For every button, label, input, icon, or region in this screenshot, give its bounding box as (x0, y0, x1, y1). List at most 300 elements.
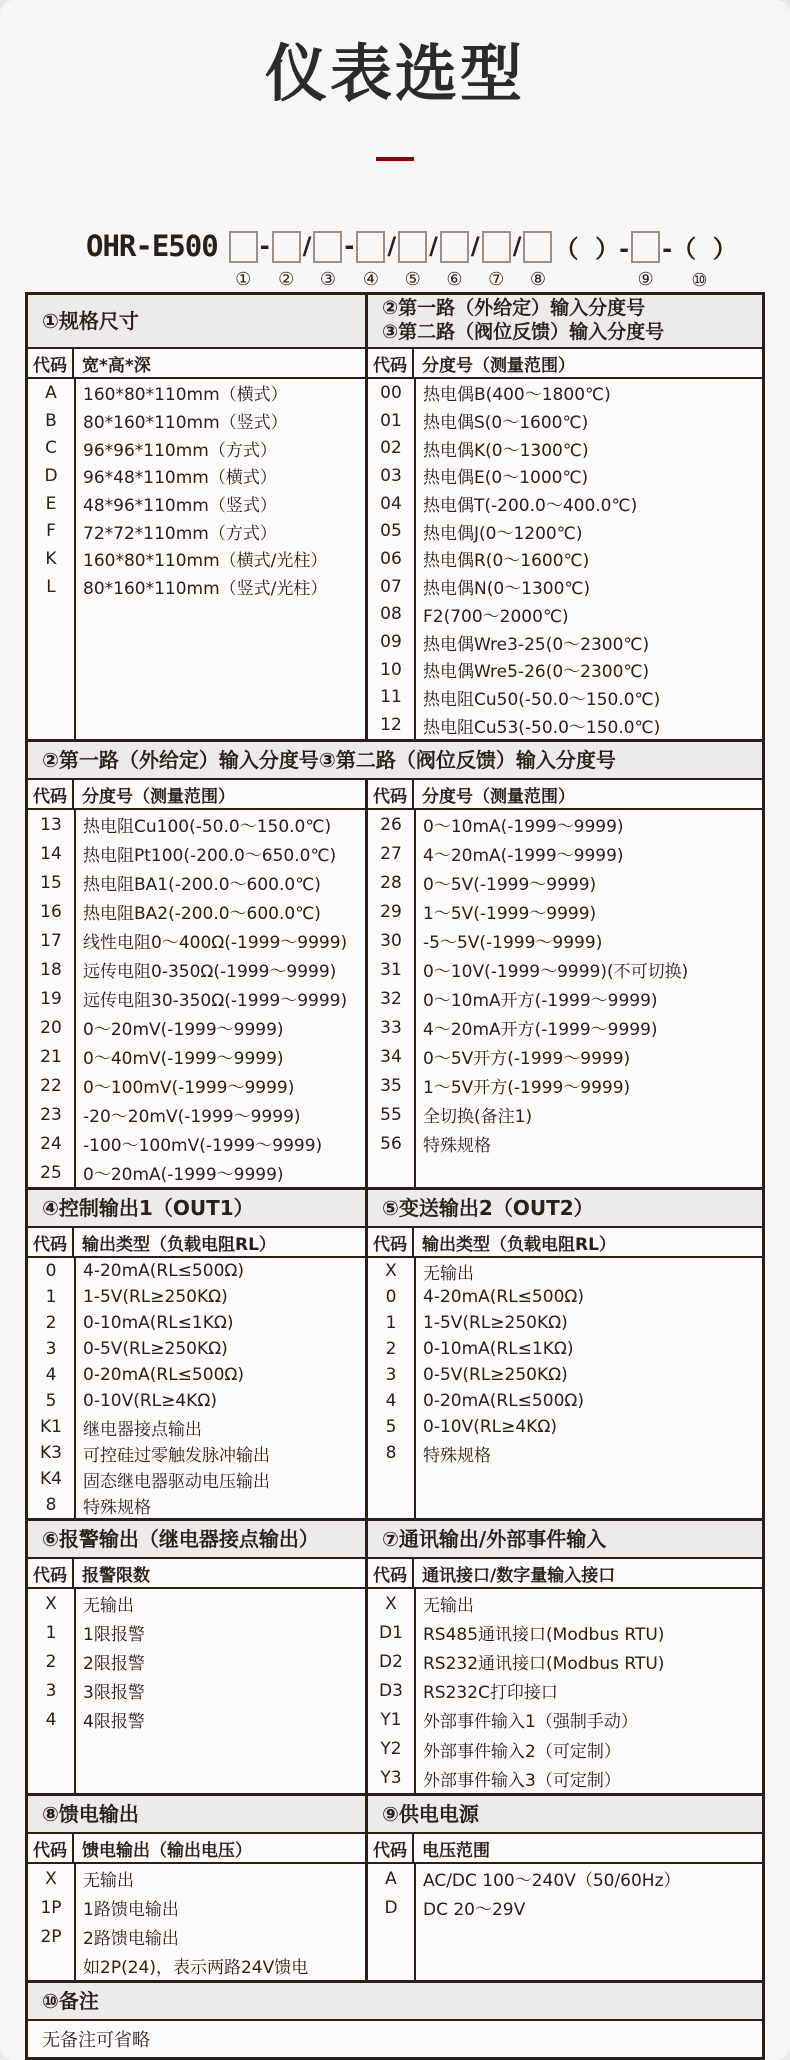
table-row (368, 1284, 762, 1310)
code-table-body (368, 1864, 762, 1980)
section-spec-size (28, 295, 365, 739)
value-cell: 4-20mA(RL≤500Ω) (83, 1261, 245, 1281)
code-cell: 0 (45, 1261, 57, 1281)
column-header-row (28, 349, 365, 379)
table-row (28, 1013, 365, 1042)
code-cell: 21 (40, 1046, 62, 1067)
code-cell: D2 (379, 1651, 403, 1672)
model-token-glyph (631, 231, 660, 263)
model-token (513, 228, 522, 294)
code-cell: 26 (380, 814, 402, 835)
value-cell: 固态继电器驱动电压输出 (83, 1471, 270, 1492)
column-header-code: 代码 (28, 780, 74, 808)
table-row (28, 462, 365, 490)
value-cell: 160*80*110mm（横式/光柱） (83, 551, 328, 572)
code-cell: A (45, 382, 57, 403)
value-cell: 0～10V(-1999～9999)(不可切换) (423, 962, 689, 982)
position-number: ⑧ (529, 269, 547, 290)
value-cell: 如2P(24)，表示两路24V馈电 (83, 1958, 309, 1978)
value-cell: 0-10mA(RL≤1KΩ) (83, 1313, 234, 1333)
model-token-glyph (440, 231, 469, 263)
model-token (260, 228, 270, 294)
model-token-glyph (482, 231, 511, 263)
section-feed-output (28, 1796, 365, 1980)
code-cell: 3 (45, 1680, 57, 1701)
value-cell: 0-10mA(RL≤1KΩ) (423, 1339, 574, 1359)
value-cell: 0-20mA(RL≤500Ω) (83, 1365, 245, 1385)
table-row (28, 1284, 365, 1310)
table-row (28, 379, 365, 407)
column-header-row (28, 1228, 365, 1258)
column-header-row (368, 1228, 762, 1258)
value-cell: 热电阻Cu50(-50.0～150.0℃) (423, 689, 661, 710)
table-row (368, 1440, 762, 1466)
code-cell: 27 (380, 843, 402, 864)
table-row (368, 1258, 762, 1284)
code-cell: X (385, 1261, 397, 1281)
table-row (368, 1013, 762, 1042)
table-row (368, 434, 762, 462)
table-row (368, 462, 762, 490)
code-cell: 1 (45, 1622, 57, 1643)
table-row (28, 868, 365, 897)
model-token-glyph: / (429, 232, 438, 260)
code-cell: K3 (40, 1443, 62, 1463)
table-row (368, 628, 762, 656)
model-prefix: OHR-E500 (86, 229, 218, 263)
position-number: ⑤ (404, 269, 421, 290)
model-token-glyph (356, 231, 385, 263)
section-power-supply (365, 1796, 762, 1980)
value-cell: 1限报警 (83, 1625, 145, 1646)
code-cell: 32 (380, 988, 402, 1009)
table-row (368, 1129, 762, 1158)
table-row (368, 1764, 762, 1793)
code-cell: K1 (40, 1417, 62, 1437)
code-cell: A (385, 1868, 397, 1889)
value-cell: 1～5V开方(-1999～9999) (423, 1078, 631, 1098)
section-outputs (28, 1187, 762, 1518)
column-header-code: 代码 (28, 349, 74, 377)
value-cell: 热电偶E(0～1000℃) (423, 468, 589, 489)
column-header-row (368, 349, 762, 379)
input-index-left (28, 780, 365, 1187)
table-row (368, 1618, 762, 1647)
table-row (28, 1466, 365, 1492)
section-header-spec-size: ①规格尺寸 (28, 295, 365, 349)
model-token-glyph: -（ ） (662, 234, 737, 263)
code-cell: 03 (380, 465, 402, 486)
code-table-body (28, 1258, 365, 1518)
table-row (28, 1071, 365, 1100)
code-cell: 13 (40, 814, 62, 835)
column-header-row (28, 1834, 365, 1864)
value-cell: 0～20mA(-1999～9999) (83, 1165, 284, 1185)
value-cell: 0-20mA(RL≤500Ω) (423, 1391, 585, 1411)
table-row (368, 407, 762, 435)
table-row (28, 1440, 365, 1466)
column-header-desc: 电压范围 (422, 1840, 490, 1861)
model-token-glyph (313, 231, 342, 263)
value-cell: 4～20mA开方(-1999～9999) (423, 1020, 658, 1040)
value-cell: 0～10mA(-1999～9999) (423, 817, 624, 837)
model-token (344, 228, 354, 294)
code-cell: 8 (45, 1495, 57, 1515)
value-cell: 热电阻Pt100(-200.0～650.0℃) (83, 846, 337, 866)
model-token-glyph (229, 231, 258, 263)
code-cell: X (385, 1593, 397, 1614)
column-header-code: 代码 (368, 1559, 414, 1587)
table-row (368, 573, 762, 601)
table-row (368, 1100, 762, 1129)
code-cell: 12 (380, 715, 402, 736)
table-row (368, 1864, 762, 1893)
table-row (28, 1362, 365, 1388)
table-row (368, 711, 762, 739)
table-row (28, 490, 365, 518)
table-row (28, 955, 365, 984)
column-header-desc: 分度号（测量范围） (422, 786, 575, 807)
value-cell: 热电偶B(400～1800℃) (423, 385, 611, 406)
table-row (28, 1336, 365, 1362)
value-cell: 可控硅过零触发脉冲输出 (83, 1445, 270, 1466)
value-cell: 热电偶N(0～1300℃) (423, 579, 591, 600)
value-cell: 0～40mV(-1999～9999) (83, 1049, 284, 1069)
value-cell: 热电阻Cu100(-50.0～150.0℃) (83, 817, 332, 837)
position-number: ③ (319, 269, 336, 290)
table-row (368, 1310, 762, 1336)
table-row (368, 1705, 762, 1734)
value-cell: 3限报警 (83, 1683, 145, 1704)
value-cell: 80*160*110mm（竖式/光柱） (83, 579, 328, 600)
code-cell: 09 (380, 632, 402, 653)
table-row (368, 490, 762, 518)
model-token (313, 228, 342, 294)
column-header-row (368, 1834, 762, 1864)
table-row (28, 1158, 365, 1187)
code-cell: D (44, 465, 58, 486)
code-table-body (28, 379, 365, 739)
value-cell: 无输出 (83, 1596, 134, 1617)
table-row (368, 1071, 762, 1100)
code-cell: 10 (380, 659, 402, 680)
table-row (368, 1042, 762, 1071)
model-token (482, 228, 511, 294)
value-cell: 48*96*110mm（竖式） (83, 496, 277, 517)
value-cell: 继电器接点输出 (83, 1419, 202, 1440)
model-code-line (86, 228, 738, 294)
section-spec-and-input (28, 295, 762, 739)
section-header-remark: ⑩备注 (28, 1983, 762, 2021)
code-cell: 3 (45, 1339, 57, 1359)
table-row (28, 407, 365, 435)
value-cell: 1-5V(RL≥250KΩ) (423, 1313, 568, 1333)
value-cell: 热电偶T(-200.0～400.0℃) (423, 496, 638, 517)
code-cell: F (46, 521, 56, 542)
model-token-glyph: / (302, 232, 312, 260)
code-cell: Y1 (380, 1709, 402, 1730)
value-cell: 热电偶Wre5-26(0～2300℃) (423, 662, 650, 683)
model-token (631, 228, 660, 294)
code-cell: 5 (385, 1417, 397, 1437)
code-cell: 1 (45, 1287, 57, 1307)
value-cell: 热电偶Wre3-25(0～2300℃) (423, 634, 650, 655)
table-row (368, 1676, 762, 1705)
table-row (368, 1336, 762, 1362)
table-row (368, 545, 762, 573)
table-row (28, 1492, 365, 1518)
table-row (28, 1100, 365, 1129)
table-row (368, 684, 762, 712)
table-row (28, 1676, 365, 1705)
value-cell: 外部事件输入3（可定制） (423, 1770, 621, 1791)
value-cell: 0-10V(RL≥4KΩ) (423, 1417, 557, 1437)
table-row (28, 1951, 365, 1980)
value-cell: 热电偶J(0～1200℃) (423, 523, 583, 544)
code-cell: 4 (385, 1391, 397, 1411)
model-token-glyph (398, 231, 427, 263)
table-row (28, 1647, 365, 1676)
model-token (272, 228, 301, 294)
code-cell: 1 (385, 1313, 397, 1333)
table-row (368, 1893, 762, 1922)
position-number: ② (278, 269, 295, 290)
table-row (368, 1647, 762, 1676)
column-header-desc: 馈电输出（输出电压） (82, 1840, 252, 1861)
section-header-alarm: ⑥报警输出（继电器接点输出） (28, 1521, 365, 1559)
column-header-desc: 输出类型（负载电阻RL） (82, 1234, 276, 1255)
table-row (28, 1388, 365, 1414)
position-number: ④ (362, 269, 379, 290)
code-cell: 02 (380, 438, 402, 459)
section-header-comm: ⑦通讯输出/外部事件输入 (368, 1521, 762, 1559)
page-title: 仪表选型 (264, 37, 525, 110)
value-cell: 72*72*110mm（方式） (83, 523, 277, 544)
code-cell: X (45, 1593, 57, 1614)
code-cell: 5 (45, 1391, 57, 1411)
code-cell: 33 (380, 1017, 402, 1038)
value-cell: 0-10V(RL≥4KΩ) (83, 1391, 217, 1411)
code-cell: 35 (380, 1075, 402, 1096)
value-cell: 4-20mA(RL≤500Ω) (423, 1287, 585, 1307)
model-token-glyph: / (512, 232, 522, 260)
section-input-index-2 (28, 739, 762, 1187)
code-cell: 23 (40, 1104, 62, 1125)
code-cell: 15 (40, 872, 62, 893)
value-cell: RS232C打印接口 (423, 1683, 558, 1704)
table-row (368, 517, 762, 545)
value-cell: 热电阻BA2(-200.0～600.0℃) (83, 904, 321, 924)
value-cell: 全切换(备注1) (423, 1107, 533, 1127)
column-header-desc: 宽*高*深 (82, 355, 151, 376)
code-cell: K4 (40, 1469, 62, 1489)
model-token-strip (228, 228, 738, 294)
value-cell: -5～5V(-1999～9999) (423, 933, 603, 953)
table-row (368, 839, 762, 868)
value-cell: RS232通讯接口(Modbus RTU) (423, 1654, 665, 1675)
code-table-body (368, 1258, 762, 1518)
table-row (368, 955, 762, 984)
value-cell: AC/DC 100～240V（50/60Hz） (423, 1871, 681, 1891)
code-cell: 4 (45, 1709, 57, 1730)
code-cell: 55 (380, 1104, 402, 1125)
section-comm-output (365, 1521, 762, 1793)
column-header-code: 代码 (28, 1559, 74, 1587)
value-cell: 96*96*110mm（方式） (83, 440, 277, 461)
code-cell: 2P (40, 1926, 62, 1947)
value-cell: -20～20mV(-1999～9999) (83, 1107, 301, 1127)
code-table-body (28, 1589, 365, 1793)
value-cell: 无输出 (83, 1871, 134, 1891)
value-cell: -100～100mV(-1999～9999) (83, 1136, 323, 1156)
column-header-row (368, 1559, 762, 1589)
code-cell: D (384, 1897, 398, 1918)
value-cell: 无输出 (423, 1263, 474, 1284)
column-header-desc: 输出类型（负载电阻RL） (422, 1234, 616, 1255)
model-token (429, 228, 438, 294)
value-cell: RS485通讯接口(Modbus RTU) (423, 1625, 665, 1646)
code-cell: 01 (380, 410, 402, 431)
column-header-desc: 通讯接口/数字量输入接口 (422, 1565, 616, 1586)
code-cell: 04 (380, 493, 402, 514)
table-row (28, 545, 365, 573)
table-row (368, 1414, 762, 1440)
code-table-body (368, 379, 762, 739)
section-header-out2: ⑤变送输出2（OUT2） (368, 1190, 762, 1228)
value-cell: 0～100mV(-1999～9999) (83, 1078, 295, 1098)
value-cell: 0～5V(-1999～9999) (423, 875, 597, 895)
value-cell: 1～5V(-1999～9999) (423, 904, 597, 924)
code-cell: 2 (45, 1651, 57, 1672)
value-cell: 2路馈电输出 (83, 1929, 179, 1949)
column-header-code: 代码 (368, 349, 414, 377)
code-cell: 31 (380, 959, 402, 980)
code-cell: 28 (380, 872, 402, 893)
model-token-glyph: - (344, 232, 355, 260)
value-cell: 0～10mA开方(-1999～9999) (423, 991, 658, 1011)
value-cell: 热电偶K(0～1300℃) (423, 440, 589, 461)
model-token (554, 228, 629, 294)
table-row (28, 1258, 365, 1284)
section-header-out1: ④控制输出1（OUT1） (28, 1190, 365, 1228)
position-number: ⑥ (446, 269, 463, 290)
value-cell: 远传电阻30-350Ω(-1999～9999) (83, 991, 348, 1011)
value-cell: 热电阻Cu53(-50.0～150.0℃) (423, 717, 661, 738)
model-token (229, 228, 258, 294)
table-row (28, 517, 365, 545)
table-row (28, 839, 365, 868)
model-token (387, 228, 396, 294)
table-row (368, 379, 762, 407)
code-cell: D1 (379, 1622, 403, 1643)
section-input-index-1 (365, 295, 762, 739)
value-cell: 4限报警 (83, 1712, 145, 1733)
model-token-glyph: / (470, 232, 480, 260)
table-row (28, 1893, 365, 1922)
remark-note: 无备注可省略 (42, 2030, 150, 2051)
code-cell: 2 (45, 1313, 57, 1333)
table-row (28, 1042, 365, 1071)
value-cell: DC 20～29V (423, 1900, 526, 1920)
table-row (28, 1864, 365, 1893)
code-cell: D3 (379, 1680, 403, 1701)
table-row (28, 1310, 365, 1336)
table-row (368, 1734, 762, 1763)
code-cell: 0 (385, 1287, 397, 1307)
value-cell: 特殊规格 (423, 1445, 491, 1466)
table-row (368, 868, 762, 897)
column-header-code: 代码 (368, 780, 414, 808)
table-row (368, 1388, 762, 1414)
table-row (28, 1414, 365, 1440)
table-row (368, 1589, 762, 1618)
value-cell: 热电偶S(0～1600℃) (423, 413, 589, 434)
column-header-code: 代码 (368, 1228, 414, 1256)
table-row (28, 1589, 365, 1618)
code-cell: 2 (385, 1339, 397, 1359)
table-row (28, 434, 365, 462)
code-cell: 19 (40, 988, 62, 1009)
value-cell: 0～5V开方(-1999～9999) (423, 1049, 631, 1069)
section-header-feed: ⑧馈电输出 (28, 1796, 365, 1834)
value-cell: 热电偶R(0～1600℃) (423, 551, 590, 572)
value-cell: 外部事件输入1（强制手动） (423, 1712, 638, 1733)
table-row (28, 984, 365, 1013)
code-cell: L (46, 576, 56, 597)
code-cell: 29 (380, 901, 402, 922)
table-row (28, 926, 365, 955)
code-table-body (368, 1589, 762, 1793)
model-token-glyph: （ ）- (554, 234, 630, 263)
position-number: ① (235, 269, 252, 290)
table-row (368, 926, 762, 955)
code-cell: 30 (380, 930, 402, 951)
code-cell: 34 (380, 1046, 402, 1067)
selection-table (25, 292, 765, 2060)
table-row (368, 656, 762, 684)
model-token (398, 228, 427, 294)
value-cell: 4～20mA(-1999～9999) (423, 846, 624, 866)
value-cell: 0～20mV(-1999～9999) (83, 1020, 284, 1040)
table-row (28, 897, 365, 926)
value-cell: 外部事件输入2（可定制） (423, 1741, 621, 1762)
value-cell: 特殊规格 (83, 1497, 151, 1518)
code-cell: E (45, 493, 57, 514)
section-transmit-output-2 (365, 1190, 762, 1518)
model-token (471, 228, 480, 294)
code-cell: 17 (40, 930, 62, 951)
position-number: ⑦ (488, 269, 505, 290)
table-row (368, 810, 762, 839)
model-token (440, 228, 469, 294)
model-token (303, 228, 312, 294)
code-cell: 24 (40, 1133, 62, 1154)
code-cell: 08 (380, 604, 402, 625)
column-header-row (28, 1559, 365, 1589)
position-number: ⑨ (637, 269, 654, 290)
model-token-glyph (523, 231, 552, 263)
table-row (368, 601, 762, 629)
code-cell: Y2 (380, 1739, 402, 1760)
column-header-code: 代码 (28, 1228, 74, 1256)
value-cell: 160*80*110mm（横式） (83, 385, 288, 406)
code-cell: 11 (380, 687, 402, 708)
column-header-code: 代码 (28, 1834, 74, 1862)
code-table-body (368, 810, 762, 1187)
code-cell: Y3 (380, 1768, 402, 1789)
code-cell: 16 (40, 901, 62, 922)
code-cell: B (45, 410, 57, 431)
